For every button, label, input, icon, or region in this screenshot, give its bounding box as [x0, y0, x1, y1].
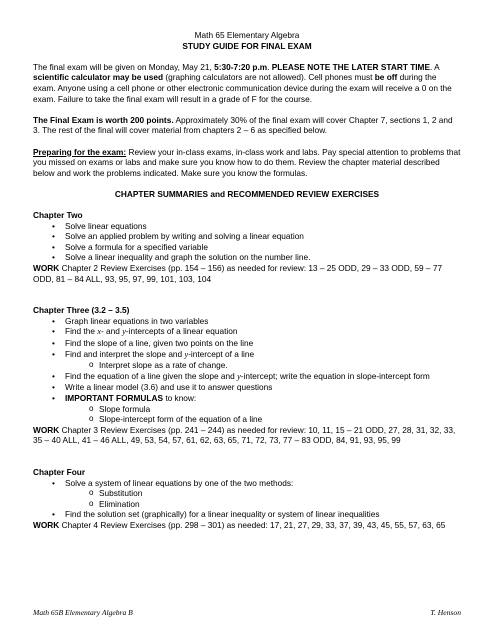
list-item: • Solve a formula for a specified variable	[33, 242, 461, 253]
chapter-two-work: WORK Chapter 2 Review Exercises (pp. 154 – 156) as needed for review: 13 – 25 ODD, 29 – 33 ODD, 59 – 77 ODD, 81 – 84 ALL, 93, 95, 97, 99, 101, 103, 104	[33, 263, 443, 284]
chapter-three-topics	[33, 316, 461, 360]
exam-worth-paragraph: The Final Exam is worth 200 points. Approximately 30% of the final exam will cover Chapter 7, sections 1, 2 and 3. The rest of the final will cover material from chapters 2 – 6 as specified below.	[33, 114, 453, 136]
list-item: o Substitution	[33, 488, 461, 499]
chapter-two-title: Chapter Two	[33, 210, 83, 221]
chapter-four-title: Chapter Four	[33, 466, 86, 477]
list-item: o Slope-intercept form of the equation of a line	[33, 414, 461, 425]
footer-course: Math 65B Elementary Algebra B	[33, 608, 133, 617]
chapter-four-topics	[33, 478, 461, 489]
chapter-three-work: WORK Chapter 3 Review Exercises (pp. 241 – 244) as needed for review: 10, 11, 15 – 21 ODD, 27, 28, 31, 32, 33, 35 – 40 ALL, 41 – 46 ALL, 49, 53, 54, 57, 61, 62, 63, 65, 71, 72, 73, 77 – 83 ODD, 84, 91, 93, 95, 99	[33, 424, 456, 446]
document-title: STUDY GUIDE FOR FINAL EXAM	[182, 40, 312, 51]
formula-list	[33, 404, 461, 425]
page-footer	[33, 608, 461, 619]
chapter-four-section	[33, 467, 461, 531]
footer-author: T. Henson	[430, 608, 461, 617]
intro-paragraph: The final exam will be given on Monday, May 21, 5:30-7:20 p.m. PLEASE NOTE THE LATER START TIME. A scientific calculator may be used (graphing calculators are not allowed). Cell phones must be off during the exam. Anyone using a cell phone or other electronic communication device during the exam will receive a 0 on the exam. Failure to take the final exam will result in a grade of F for the course.	[33, 61, 452, 104]
list-item: • Find the solution set (graphically) for a linear inequality or system of linear inequalities	[33, 509, 461, 520]
preparing-paragraph: Preparing for the exam: Review your in-class exams, in-class work and labs. Pay special attention to problems that you missed on exams or labs and make sure you know how to do them. Review the chapter material described below and work the problems indicated. Make sure you know the formulas.	[33, 146, 461, 178]
chapter-three-section	[33, 305, 461, 446]
list-item: • Find the slope of a line, given two points on the line	[33, 338, 461, 349]
list-item: • Find the x- and y-intercepts of a linear equation	[33, 326, 461, 338]
chapter-four-topics-cont	[33, 509, 461, 520]
list-item: • Solve linear equations	[33, 221, 461, 232]
chapter-two-section	[33, 210, 461, 284]
course-name: Math 65 Elementary Algebra	[194, 30, 300, 40]
list-item: o Elimination	[33, 499, 461, 510]
list-item: • Write a linear model (3.6) and use it to answer questions	[33, 382, 461, 393]
chapter-four-work: WORK Chapter 4 Review Exercises (pp. 298 – 301) as needed: 17, 21, 27, 29, 33, 37, 39, 43, 45, 55, 57, 63, 65	[33, 519, 446, 530]
chapter-three-topics-cont	[33, 371, 461, 404]
list-item: o Slope formula	[33, 404, 461, 415]
list-item: • Solve a system of linear equations by one of the two methods:	[33, 478, 461, 489]
chapter-three-title: Chapter Three (3.2 – 3.5)	[33, 305, 130, 316]
summaries-heading: CHAPTER SUMMARIES and RECOMMENDED REVIEW EXERCISES	[114, 188, 380, 199]
list-item: • Solve an applied problem by writing and solving a linear equation	[33, 231, 461, 242]
list-item: • Graph linear equations in two variables	[33, 316, 461, 327]
list-item: o Interpret slope as a rate of change.	[33, 360, 461, 371]
list-item: • IMPORTANT FORMULAS to know:	[33, 393, 461, 404]
list-item: • Solve a linear inequality and graph the solution on the number line.	[33, 252, 461, 263]
chapter-two-topics	[33, 221, 461, 263]
method-list	[33, 488, 461, 509]
chapter-three-subtopics	[33, 360, 461, 371]
list-item: • Find and interpret the slope and y-intercept of a line	[33, 349, 461, 361]
list-item: • Find the equation of a line given the slope and y-intercept; write the equation in slope-intercept form	[33, 371, 461, 383]
